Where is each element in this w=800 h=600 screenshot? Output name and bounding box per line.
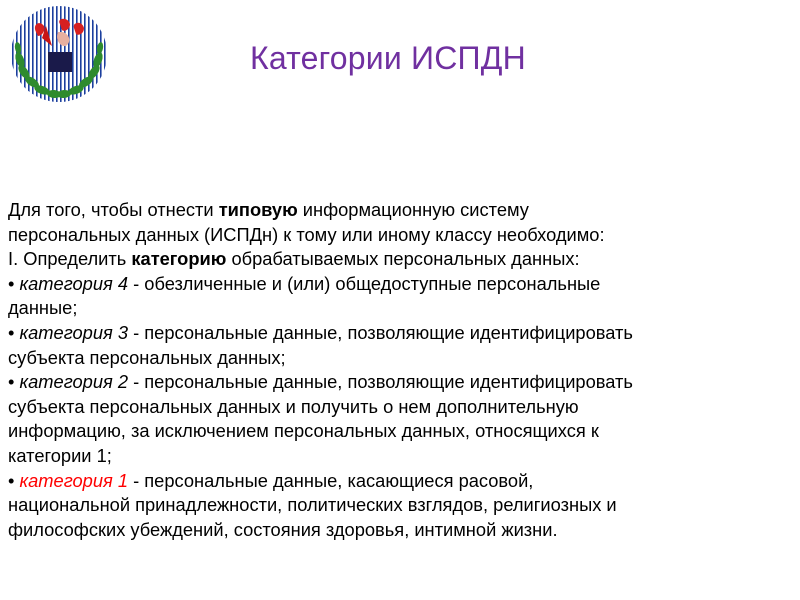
category-4-item: • категория 4 - обезличенные и (или) общедоступные персональные — [8, 272, 601, 294]
bullet: • — [8, 272, 15, 294]
category-1-continuation: национальной принадлежности, политических взглядов, религиозных и — [8, 494, 617, 516]
bullet: • — [8, 321, 15, 343]
category-4-continuation: данные; — [8, 297, 78, 319]
category-2-item: • категория 2 - персональные данные, позволяющие идентифицировать — [8, 371, 633, 393]
step-one-line: I. Определить категорию обрабатываемых персональных данных: — [8, 248, 580, 270]
category-1-label: категория 1 — [19, 469, 129, 491]
category-1-item: • категория 1 - персональные данные, касающиеся расовой, — [8, 469, 534, 491]
category-3-item: • категория 3 - персональные данные, позволяющие идентифицировать — [8, 321, 633, 343]
category-4-label: категория 4 — [19, 272, 129, 294]
emblem-logo — [6, 2, 112, 104]
slide-title: Категории ИСПДН — [250, 40, 526, 76]
category-2-label: категория 2 — [19, 371, 129, 393]
category-3-label: категория 3 — [19, 321, 129, 343]
emphasis-category: категорию — [131, 248, 227, 270]
category-2-continuation: информацию, за исключением персональных данных, относящихся к — [8, 420, 599, 442]
bullet: • — [8, 371, 15, 393]
slide-body — [8, 198, 788, 542]
bullet: • — [8, 469, 15, 491]
emphasis-typical: типовую — [218, 199, 298, 220]
category-3-continuation: субъекта персональных данных; — [8, 346, 286, 368]
category-1-continuation: философских убеждений, состояния здоровья, интимной жизни. — [8, 518, 558, 540]
intro-line-1: Для того, чтобы отнести типовую информационную систему — [8, 199, 529, 220]
category-2-continuation: категории 1; — [8, 444, 112, 466]
intro-line-2: персональных данных (ИСПДн) к тому или иному классу необходимо: — [8, 223, 605, 245]
category-2-continuation: субъекта персональных данных и получить о нем дополнительную — [8, 395, 579, 417]
logo-plaque — [48, 52, 72, 72]
